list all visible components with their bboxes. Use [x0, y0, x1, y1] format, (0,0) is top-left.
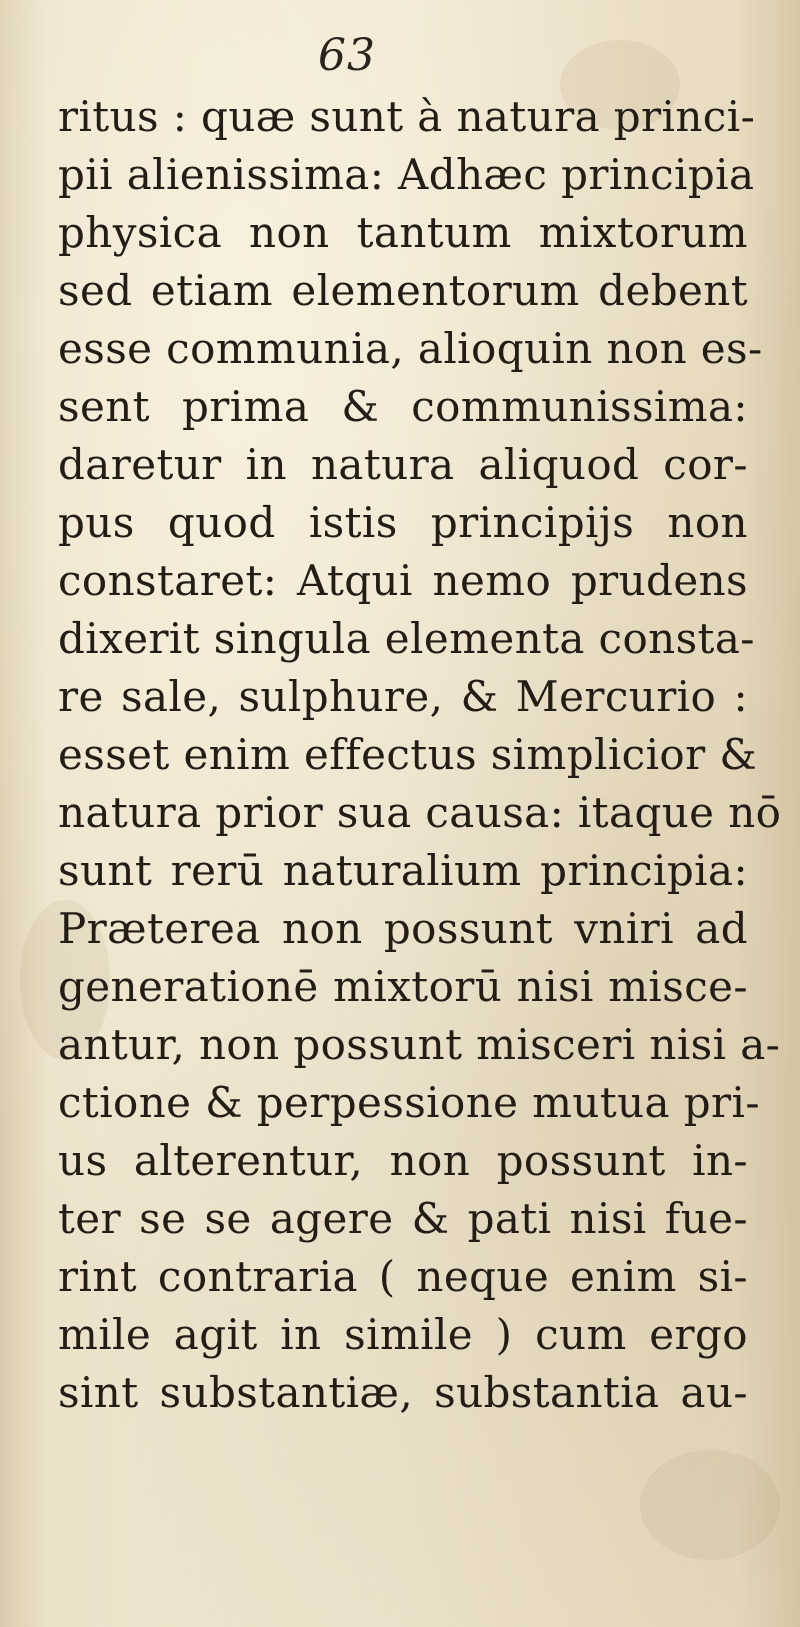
- page-number: 63: [318, 30, 376, 81]
- text-line: daretur in natura aliquod cor-: [58, 440, 748, 489]
- text-line: pii alienissima: Adhæc principia: [58, 150, 755, 199]
- text-line: ter se se agere & pati nisi fue-: [58, 1194, 748, 1243]
- text-line: ritus : quæ sunt à natura princi-: [58, 92, 756, 141]
- text-line: sint substantiæ, substantia au-: [58, 1368, 748, 1417]
- text-line: re sale, sulphure, & Mercurio :: [58, 672, 748, 721]
- text-line: Præterea non possunt vniri ad: [58, 904, 748, 953]
- text-line: dixerit singula elementa consta-: [58, 614, 755, 663]
- text-line: sent prima & communissima:: [58, 382, 748, 431]
- text-line: sunt rerū naturalium principia:: [58, 846, 748, 895]
- text-line: us alterentur, non possunt in-: [58, 1136, 748, 1185]
- text-line: rint contraria ( neque enim si-: [58, 1252, 748, 1301]
- body-text: [58, 88, 782, 1422]
- text-line: physica non tantum mixtorum: [58, 208, 748, 257]
- text-line: mile agit in simile ) cum ergo: [58, 1310, 748, 1359]
- text-line: pus quod istis principijs non: [58, 498, 748, 547]
- text-line: natura prior sua causa: itaque nō: [58, 788, 782, 837]
- text-line: esse communia, alioquin non es-: [58, 324, 763, 373]
- text-line: esset enim effectus simplicior &: [58, 730, 758, 779]
- text-line: constaret: Atqui nemo prudens: [58, 556, 748, 605]
- paper-stain: [640, 1450, 780, 1560]
- text-line: ctione & perpessione mutua pri-: [58, 1078, 760, 1127]
- text-line: sed etiam elementorum debent: [58, 266, 748, 315]
- text-line: generationē mixtorū nisi misce-: [58, 962, 748, 1011]
- text-line: antur, non possunt misceri nisi a-: [58, 1020, 781, 1069]
